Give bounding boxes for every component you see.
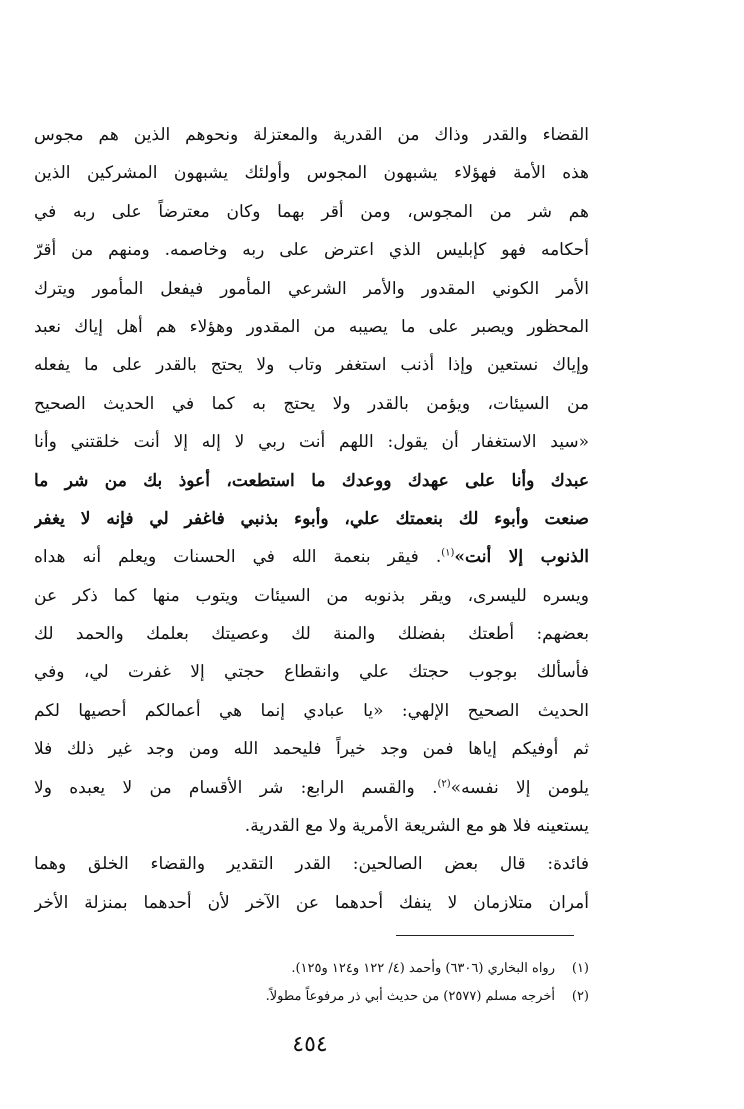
line-12-rest: . فيقر بنعمة الله في الحسنات ويعلم أنه هداه (34, 547, 442, 568)
text-line-4: أحكامه فهو كإبليس الذي اعترض على ربه وخاصمه. ومنهم من أقرّ (34, 240, 589, 261)
text-line-1: القضاء والقدر وذاك من القدرية والمعتزلة ونحوهم الذين هم مجوس (34, 125, 589, 145)
footnote-2 (120, 983, 589, 1011)
footnote-2-number: (٢) (571, 989, 589, 1004)
text-line-15: فأسألك بوجوب حجتك علي وانقطاع حجتي إلا غفرت لي، وفي (34, 662, 589, 683)
footnote-ref-1: (١) (441, 547, 455, 559)
hadith-ending: الذنوب إلا أنت» (454, 547, 589, 568)
text-line-9: «سيد الاستغفار أن يقول: اللهم أنت ربي لا إله إلا أنت خلقتني وأنا (34, 432, 589, 453)
text-line-7: وإياك نستعين وإذا أذنب استغفر وتاب ولا يحتج بالقدر على ما يفعله (34, 355, 589, 376)
text-line-3: هم شر من المجوس، ومن أقر بهما وكان معترضاً على ربه في (34, 201, 589, 222)
text-line-11: صنعت وأبوء لك بنعمتك علي، وأبوء بذنبي فاغفر لي فإنه لا يغفر (34, 508, 589, 529)
text-line-16: الحديث الصحيح الإلهي: «يا عبادي إنما هي أعمالكم أحصيها لكم (34, 700, 589, 721)
body-text (34, 116, 589, 922)
text-line-20: فائدة: قال بعض الصالحين: القدر التقدير والقضاء الخلق وهما (34, 854, 589, 875)
line-18-start: يلومن إلا نفسه» (450, 777, 589, 798)
line-18-rest: . والقسم الرابع: شر الأقسام من لا يعبده ولا (34, 777, 438, 798)
text-line-19: يستعينه فلا هو مع الشريعة الأمرية ولا مع القدرية. (244, 816, 589, 837)
footnotes (120, 955, 589, 1011)
text-line-8: من السيئات، ويؤمن بالقدر ولا يحتج به كما في الحديث الصحيح (34, 393, 589, 414)
footnote-separator (396, 935, 574, 936)
text-line-21: أمران متلازمان لا ينفك أحدهما عن الآخر لأن أحدهما بمنزلة الأخر (34, 892, 589, 913)
footnote-2-text: أخرجه مسلم (٢٥٧٧) من حديث أبي ذر مرفوعاً مطولاً. (265, 989, 555, 1004)
footnote-ref-2: (٢) (437, 777, 451, 789)
text-line-6: المحظور ويصبر على ما يصيبه من المقدور وهؤلاء هم أهل إياك نعبد (34, 316, 589, 337)
footnote-1-number: (١) (571, 961, 589, 976)
text-line-13: ويسره لليسرى، ويقر بذنوبه من السيئات ويتوب منها كما ذكر عن (34, 585, 589, 606)
text-line-10: عبدك وأنا على عهدك ووعدك ما استطعت، أعوذ بك من شر ما (34, 470, 589, 491)
footnote-1-text: رواه البخاري (٦٣٠٦) وأحمد (٤/ ١٢٢ و١٢٤ و١٢٥). (291, 961, 555, 976)
text-line-14: بعضهم: أطعتك بفضلك والمنة لك وعصيتك بعلمك والحمد لك (34, 624, 589, 645)
page-number: ٤٥٤ (292, 1032, 328, 1057)
text-line-17: ثم أوفيكم إياها فمن وجد خيراً فليحمد الله ومن وجد غير ذلك فلا (34, 739, 589, 760)
footnote-1 (120, 955, 589, 983)
text-line-2: هذه الأمة فهؤلاء يشبهون المجوس وأولئك يشبهون المشركين الذين (34, 163, 589, 184)
text-line-5: الأمر الكوني المقدور والأمر الشرعي المأمور فيفعل المأمور ويترك (34, 278, 589, 299)
text-line-12 (34, 538, 589, 576)
text-line-18 (34, 769, 589, 807)
